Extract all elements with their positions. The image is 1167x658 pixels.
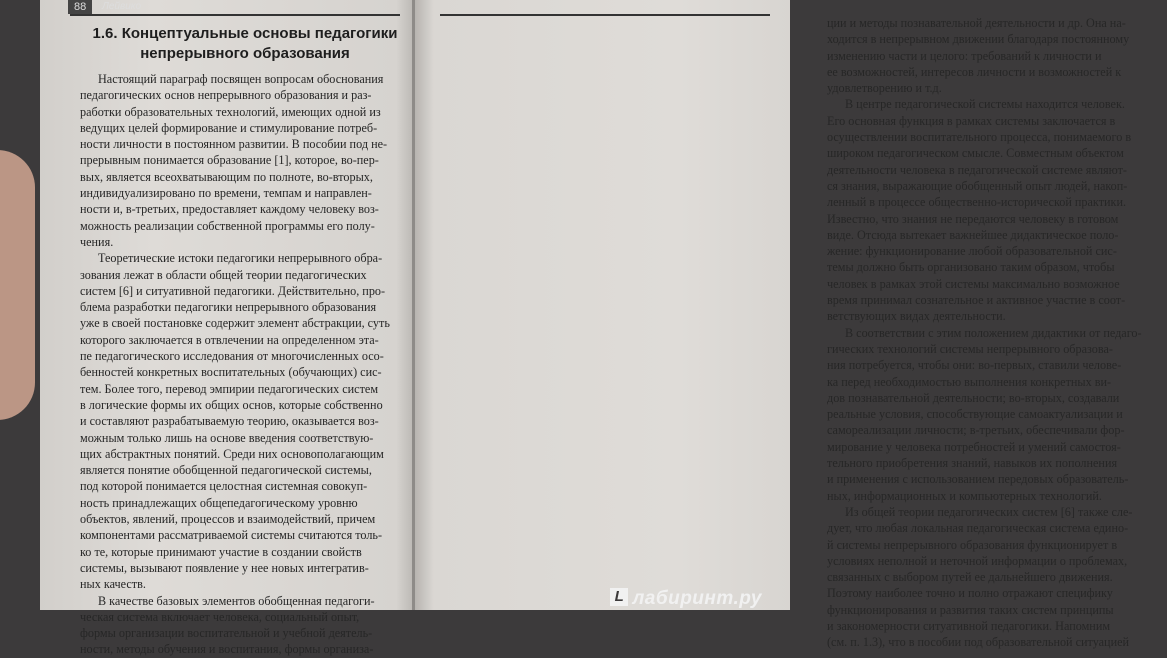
text-line: ко те, которые принимают участие в создании свойств [80, 544, 362, 559]
text-line: Его основная функция в рамках системы заключается в [827, 113, 1116, 128]
text-line: ных, информационных и компьютерных технологий. [827, 488, 1102, 503]
text-line: работки образовательных технологий, имеющих одной из [80, 104, 381, 119]
text-line: ка перед необходимостью выполнения конкретных ви- [827, 374, 1112, 389]
text-line: индивидуализировано по времени, темпам и направлен- [80, 186, 372, 201]
text-line: уже в своей постановке содержит элемент абстракции, суть [80, 316, 390, 331]
page-number: 88 [68, 0, 92, 14]
text-line: Из общей теории педагогических систем [6] также сле- [845, 504, 1133, 519]
text-line: бенностей конкретных воспитательных (обучающих) сис- [80, 365, 382, 380]
text-line: мирование у человека потребностей и умений самостоя- [827, 439, 1121, 454]
text-line: можность реализации собственной программы его полу- [80, 218, 375, 233]
text-line: темы должно быть организовано таким образом, чтобы [827, 260, 1115, 275]
text-line: удовлетворению и т.д. [827, 81, 942, 96]
right-page [415, 0, 1142, 650]
text-line: тельного приобретения знаний, навыков их пополнения [827, 456, 1118, 471]
text-line: тем. Более того, перевод эмпирии педагогических систем [80, 381, 379, 396]
text-line: Теоретические истоки педагогики непрерывного обра- [98, 251, 383, 266]
text-line: и применения с использованием передовых образователь- [827, 472, 1129, 487]
text-line: ности, методы обучения и воспитания, формы организа- [80, 642, 374, 657]
text-line: блема разработки педагогики непрерывного образования [80, 300, 377, 315]
text-line: системы, вызывают появление у нее новых интегратив- [80, 560, 369, 575]
text-line: которого заключается в отвлечении на определенном эта- [80, 332, 379, 347]
text-line: под которой понимается целостная системная совокуп- [80, 479, 368, 494]
text-line: вых, является всеохватывающим по полноте, во-вторых, [80, 169, 373, 184]
watermark-logo: L [610, 588, 628, 606]
text-line: можным только лишь на основе введения соответствую- [80, 430, 374, 445]
text-line: щих абстрактных понятий. Среди них основополагающим [80, 446, 384, 461]
text-line: дов познавательной деятельности; во-вторых, создавали [827, 390, 1120, 405]
text-line: деятельности человека в педагогической системе являют- [827, 162, 1127, 177]
text-line: ленный в процессе общественно-исторической практики. [827, 195, 1127, 210]
text-line: ветствующих видах деятельности. [827, 309, 1006, 324]
left-page [40, 0, 415, 657]
text-line: в логические формы их общих основ, которые собственно [80, 397, 383, 412]
text-line: ность принадлежащих общепедагогическому уровню [80, 495, 358, 510]
text-line: ции и методы познавательной деятельности и др. Она на- [827, 16, 1126, 30]
text-line: человек в рамках этой системы максимально возможное [827, 276, 1120, 291]
text-line: пе педагогического исследования от многочисленных осо- [80, 349, 384, 364]
text-line: Известно, что знания не передаются человеку в готовом [827, 211, 1119, 226]
text-line: изменению части и целого: требований к личности и [827, 48, 1102, 63]
watermark [610, 588, 762, 610]
text-line: В соответствии с этим положением дидактики от педаго- [845, 325, 1142, 340]
text-line: компонентами рассматриваемой системы считаются толь- [80, 528, 383, 543]
left-page-body [80, 71, 415, 658]
text-line: ных качеств. [80, 577, 146, 592]
text-line: (см. п. 1.3), что в пособии под образовательной ситуацией [827, 635, 1130, 650]
text-line: ности и, в-третьих, предоставляет каждому человеку воз- [80, 202, 379, 217]
text-line: Поэтому наиболее точно и полно отражают специфику [827, 586, 1113, 601]
right-page-body [827, 15, 1167, 651]
text-line: гических технологий системы непрерывного образова- [827, 341, 1113, 356]
section-title-line-1: 1.6. Концептуальные основы педагогики [92, 25, 398, 42]
text-line: ческая система включает человека, социальный опыт, [80, 609, 360, 624]
text-line: прерывным понимается образование [1], которое, во-пер- [80, 153, 379, 168]
text-line: ся знания, выражающие обобщенный опыт людей, накоп- [827, 178, 1128, 193]
text-line: реальные условия, способствующие самоактуализации и [827, 407, 1123, 422]
section-title-line-2: непрерывного образования [140, 45, 350, 62]
text-line: жение: функционирование любой образовательной сис- [827, 244, 1117, 259]
text-line: педагогических основ непрерывного образования и раз- [80, 88, 372, 103]
text-line: зования лежат в области общей теории педагогических [80, 267, 367, 282]
text-line: систем [6] и ситуативной педагогики. Действительно, про- [80, 283, 386, 298]
text-line: ее возможностей, интересов личности и возможностей к [827, 64, 1122, 79]
text-line: самореализации личности; в-третьих, обеспечивали фор- [827, 423, 1125, 438]
text-line: ведущих целей формирование и стимулирование потреб- [80, 120, 378, 135]
text-line: объектов, явлений, процессов и взаимодействий, причем [80, 512, 376, 527]
text-line: формы организации воспитательной и учебной деятель- [80, 626, 373, 641]
text-line: и составляют разрабатываемую теорию, оказывается воз- [80, 414, 379, 429]
text-line: й системы непрерывного образования функционирует в [827, 537, 1118, 552]
text-line: ности личности в постоянном развитии. В пособии под не- [80, 137, 388, 152]
text-line: чения. [80, 234, 114, 249]
text-line: ходится в непрерывном движении благодаря постоянному [827, 32, 1130, 47]
text-line: функционирования и развития таких систем принципы [827, 602, 1114, 617]
text-line: Настоящий параграф посвящен вопросам обоснования [98, 72, 384, 86]
text-line: условиях неполной и неточной информации о проблемах, [827, 553, 1128, 568]
running-head: Лейвико [102, 1, 142, 12]
text-line: виде. Отсюда вытекает важнейшее дидактическое поло- [827, 227, 1119, 242]
section-title [80, 24, 410, 64]
open-book [20, 0, 1142, 657]
right-header-rule [440, 0, 770, 16]
text-line: является понятие обобщенной педагогической системы, [80, 463, 372, 478]
text-line: широком педагогическом смысле. Совместным объектом [827, 146, 1124, 161]
watermark-text: лабиринт.ру [632, 588, 762, 609]
text-line: В качестве базовых элементов обобщенная педагоги- [98, 593, 375, 608]
text-line: и закономерности ситуативной педагогики. Напомним [827, 618, 1111, 633]
text-line: дует, что любая локальная педагогическая система едино- [827, 521, 1129, 536]
text-line: связанных с выбором путей ее дальнейшего движения. [827, 570, 1113, 585]
text-line: осуществлении воспитательного процесса, понимаемого в [827, 130, 1132, 145]
text-line: время принимал сознательное и активное участие в соот- [827, 293, 1126, 308]
text-line: ния потребуется, чтобы они: во-первых, ставили челове- [827, 358, 1122, 373]
text-line: В центре педагогической системы находится человек. [845, 97, 1125, 112]
